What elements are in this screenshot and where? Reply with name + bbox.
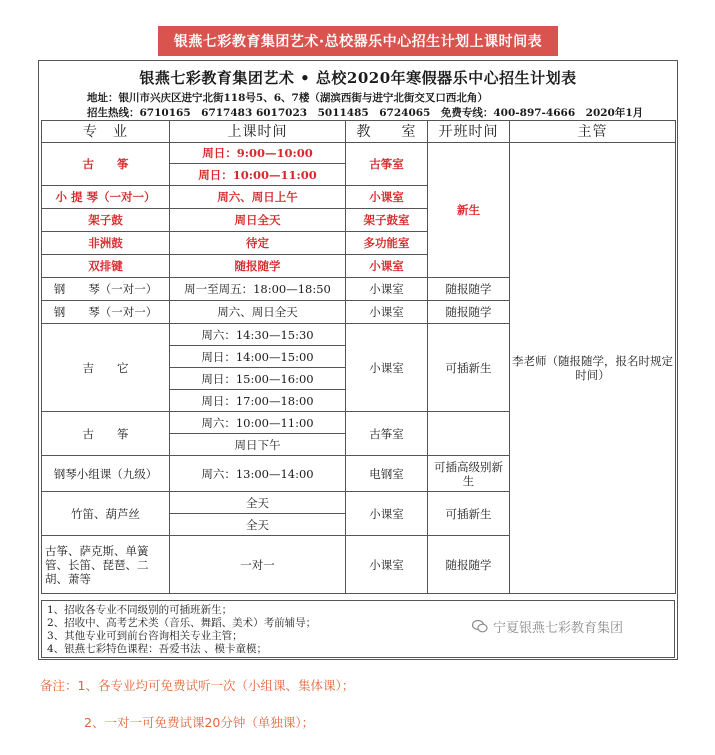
start-cell: 可插新生 <box>428 324 510 412</box>
time-cell: 周六：10:00—11:00 <box>170 412 346 434</box>
start-cell: 随报随学 <box>428 278 510 301</box>
time-cell: 一对一 <box>170 536 346 594</box>
subject-cell: 竹笛、葫芦丝 <box>42 492 170 536</box>
sheet-address: 地址：银川市兴庆区进宁北街118号5、6、7楼（湖滨西街与进宁北街交叉口西北角） <box>87 92 488 104</box>
note-item: 3、其他专业可到前台咨询相关专业主管； <box>47 630 243 642</box>
col-subject: 专 业 <box>42 121 170 143</box>
sheet-phone: 招生热线：6710165 6717483 6017023 5011485 6724065 免费专线：400-897-4666 2020年1月 <box>87 107 644 119</box>
time-cell: 周一至周五：18:00—18:50 <box>170 278 346 301</box>
col-room: 教 室 <box>346 121 428 143</box>
subject-cell: 古 筝 <box>42 412 170 456</box>
subject-cell: 非洲鼓 <box>42 232 170 255</box>
time-cell: 周六：13:00—14:00 <box>170 456 346 492</box>
subject-cell: 小 提 琴（一对一） <box>42 186 170 209</box>
wechat-watermark <box>472 617 623 636</box>
subject-cell: 钢 琴（一对一） <box>42 278 170 301</box>
time-cell: 随报随学 <box>170 255 346 278</box>
note-item: 2、招收中、高考艺术类（音乐、舞蹈、美术）考前辅导； <box>47 617 317 629</box>
subject-cell: 古 筝 <box>42 143 170 186</box>
time-cell: 全天 <box>170 492 346 514</box>
subject-cell: 双排键 <box>42 255 170 278</box>
schedule-table <box>41 120 676 594</box>
footer-note-1: 备注：1、各专业均可免费试听一次（小组课、集体课）； <box>40 678 355 693</box>
room-cell: 架子鼓室 <box>346 209 428 232</box>
schedule-sheet <box>38 60 678 660</box>
room-cell: 小课室 <box>346 492 428 536</box>
table-row <box>42 143 676 164</box>
footer-note-2: 2、一对一可免费试课20分钟（单独课）； <box>84 715 315 730</box>
start-cell <box>428 412 510 456</box>
time-cell: 周日：15:00—16:00 <box>170 368 346 390</box>
room-cell: 电钢室 <box>346 456 428 492</box>
room-cell: 小课室 <box>346 186 428 209</box>
start-cell: 随报随学 <box>428 536 510 594</box>
room-cell: 小课室 <box>346 301 428 324</box>
col-start: 开班时间 <box>428 121 510 143</box>
start-cell: 可插新生 <box>428 492 510 536</box>
table-header-row <box>42 121 676 143</box>
subject-cell: 吉 它 <box>42 324 170 412</box>
room-cell: 小课室 <box>346 324 428 412</box>
subject-cell: 钢琴小组课（九级） <box>42 456 170 492</box>
room-cell: 古筝室 <box>346 412 428 456</box>
time-cell: 周六、周日上午 <box>170 186 346 209</box>
time-cell: 周日下午 <box>170 434 346 456</box>
room-cell: 多功能室 <box>346 232 428 255</box>
time-cell: 周六、周日全天 <box>170 301 346 324</box>
room-cell: 小课室 <box>346 255 428 278</box>
subject-cell: 钢 琴（一对一） <box>42 301 170 324</box>
time-cell: 周日全天 <box>170 209 346 232</box>
note-item: 1、招收各专业不同级别的可插班新生； <box>47 604 233 616</box>
col-time: 上课时间 <box>170 121 346 143</box>
note-item: 4、银燕七彩特色课程：吾爱书法 、模卡童模； <box>47 643 268 655</box>
time-cell: 全天 <box>170 514 346 536</box>
subject-cell: 架子鼓 <box>42 209 170 232</box>
time-cell: 待定 <box>170 232 346 255</box>
col-manager: 主管 <box>510 121 676 143</box>
page-banner: 银燕七彩教育集团艺术·总校器乐中心招生计划上课时间表 <box>158 26 558 56</box>
room-cell: 小课室 <box>346 278 428 301</box>
manager-cell: 李老师（随报随学，报名时规定时间） <box>510 143 676 594</box>
time-cell: 周日：10:00—11:00 <box>170 164 346 186</box>
start-cell: 随报随学 <box>428 301 510 324</box>
start-cell: 可插高级别新生 <box>428 456 510 492</box>
time-cell: 周六：14:30—15:30 <box>170 324 346 346</box>
start-cell: 新生 <box>428 143 510 278</box>
wechat-icon <box>472 620 488 633</box>
sheet-title: 银燕七彩教育集团艺术 • 总校2020年寒假器乐中心招生计划表 <box>139 69 577 87</box>
room-cell: 古筝室 <box>346 143 428 186</box>
time-cell: 周日：14:00—15:00 <box>170 346 346 368</box>
time-cell: 周日：17:00—18:00 <box>170 390 346 412</box>
room-cell: 小课室 <box>346 536 428 594</box>
subject-cell: 古筝、萨克斯、单簧管、长笛、琵琶、二胡、萧等 <box>42 536 170 594</box>
time-cell: 周日：9:00—10:00 <box>170 143 346 164</box>
watermark-text: 宁夏银燕七彩教育集团 <box>493 621 624 636</box>
